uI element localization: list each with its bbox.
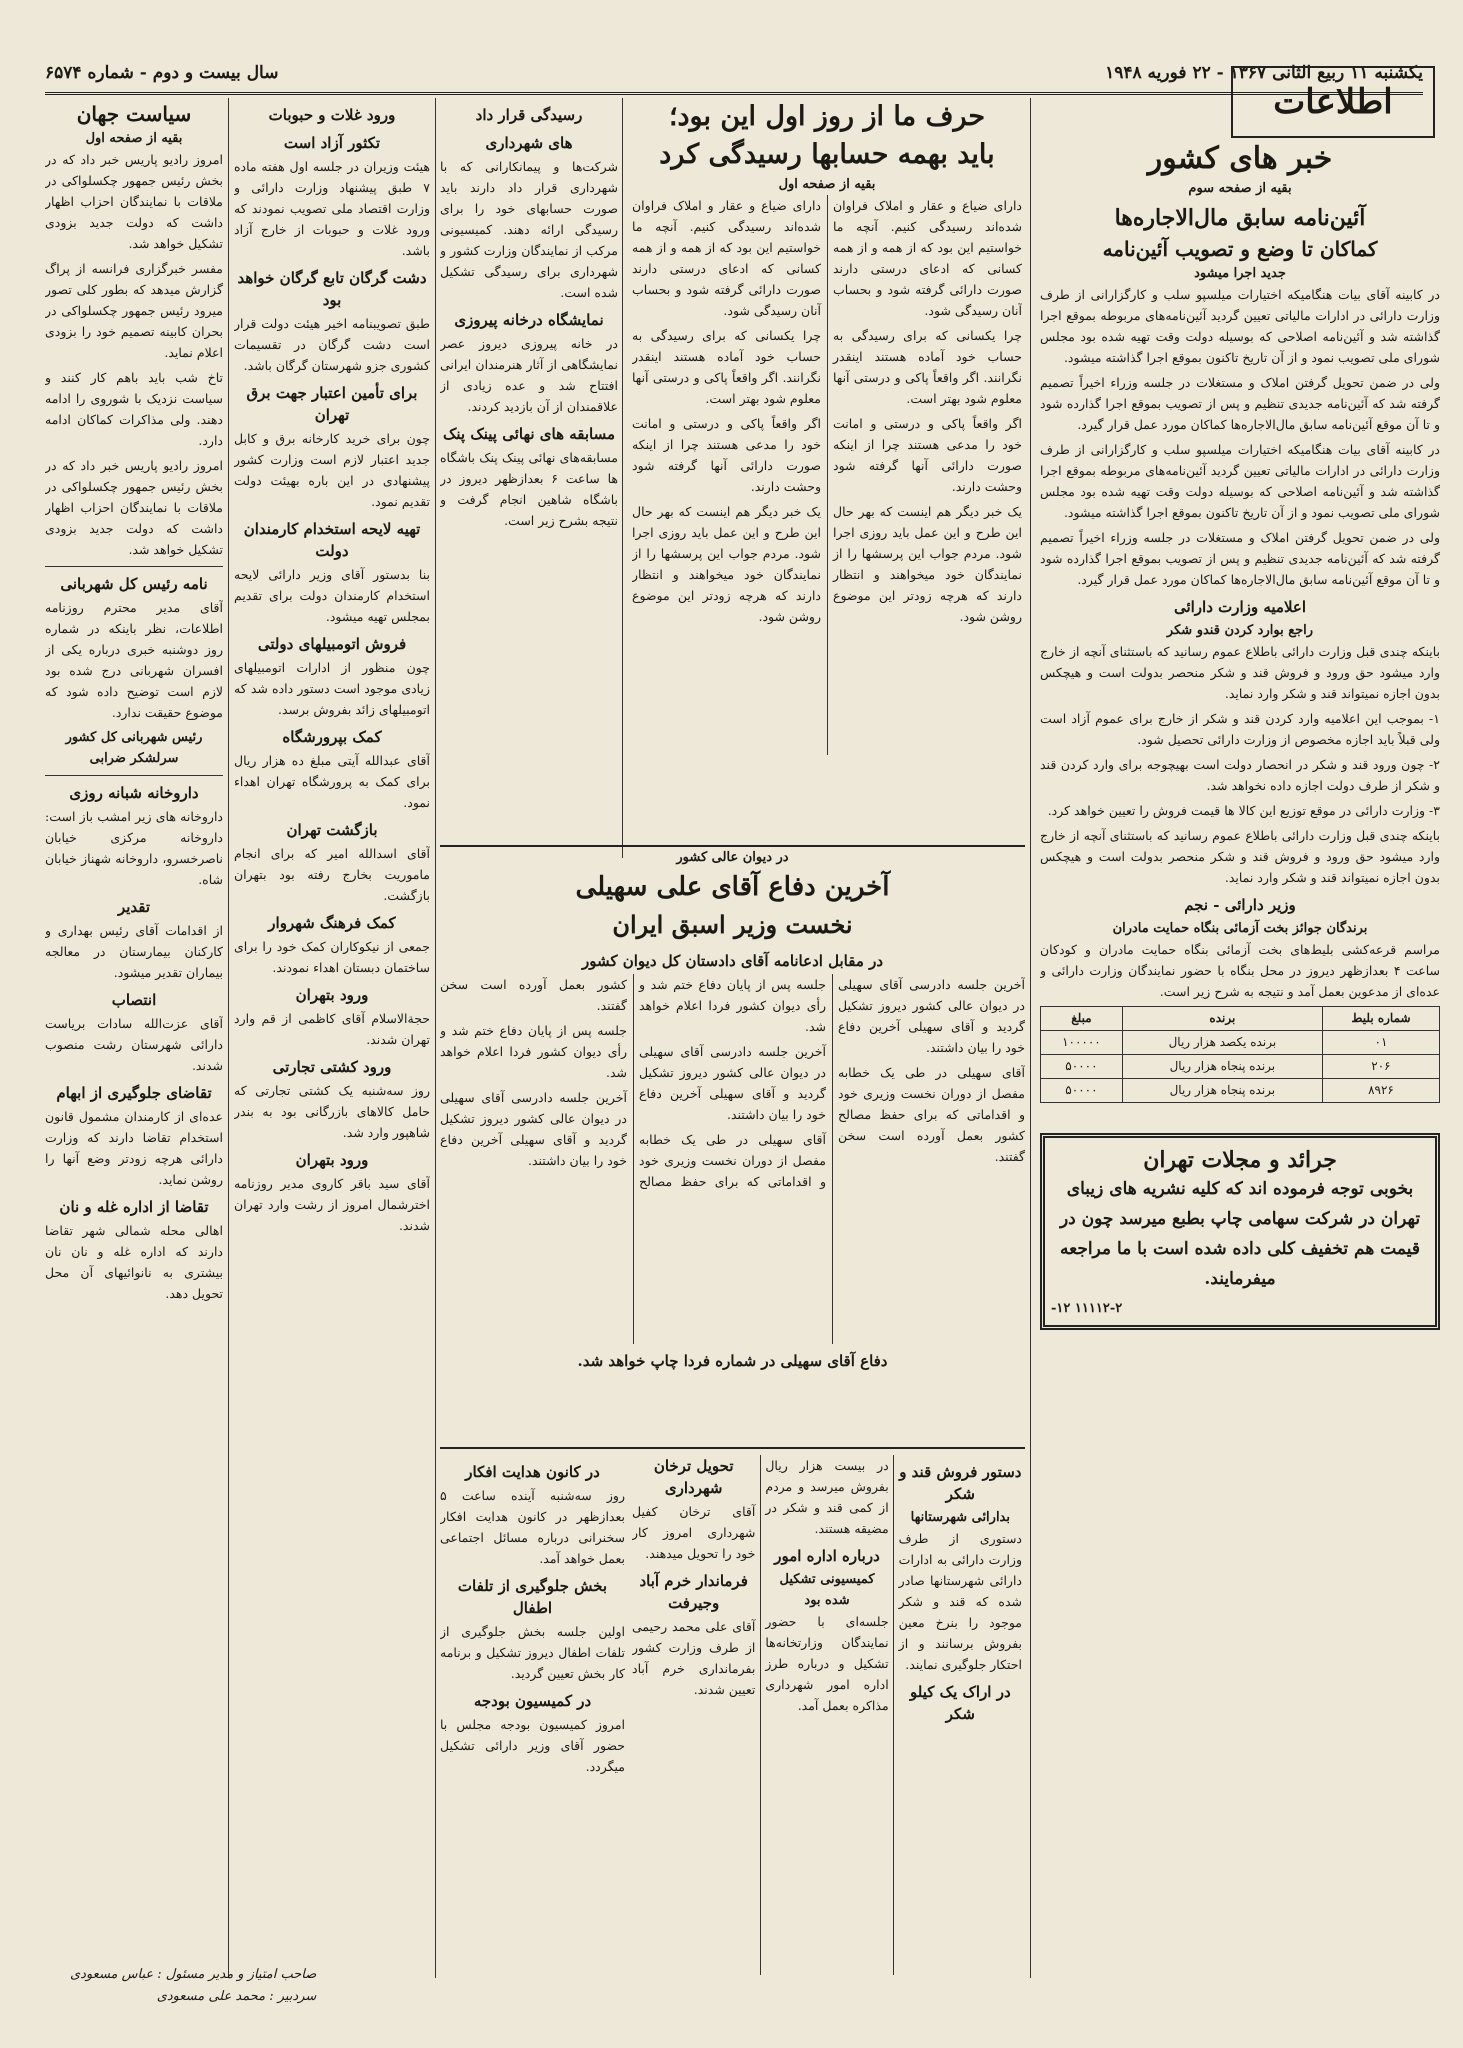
lottery-table	[1040, 1006, 1440, 1103]
news-heading: تکثور آزاد است	[283, 134, 381, 152]
news-heading: نامه رئیس کل شهربانی	[60, 575, 208, 593]
publisher-line: صاحب امتیاز و مدیر مسئول : عباس مسعودی	[70, 1967, 317, 1982]
middle-bottom-news	[632, 1455, 1022, 1975]
article-text: چرا یکسانی که برای رسیدگی به حساب خود آماده هستند اینقدر نگرانند. اگر واقعاً پاکی و درستی آنها معلوم شود بهتر است.	[833, 328, 1022, 406]
table-cell: ۸۹۲۶	[1322, 1079, 1439, 1103]
article-text: باینکه چندی قبل وزارت دارائی باطلاع عموم رسانید که باستثنای آنچه از خارج وارد میشود حق ورود و فروش قند و شکر منحصر بدولت است و هیچکس بدون اجازه نمیتواند قند و شکر وارد نماید.	[1040, 828, 1440, 885]
news-heading: های شهرداری	[485, 134, 573, 152]
article-text: داروخانه های زیر امشب باز است: داروخانه مرکزی خیابان ناصرخسرو، داروخانه شهناز خیابان شاه.	[45, 809, 223, 887]
article-text: جلسه‌ای با حضور نمایندگان وزارتخانه‌ها تشکیل و درباره طرز اداره امور شهرداری مذاکره بعمل آمد.	[765, 1614, 889, 1713]
article-text: بنا بدستور آقای وزیر دارائی لایحه استخدام کارمندان دولت برای تقدیم بمجلس تهیه میشود.	[234, 567, 430, 624]
article-text: اولین جلسه بخش جلوگیری از تلفات اطفال دیروز تشکیل و برنامه کار بخش تعیین گردید.	[440, 1624, 625, 1681]
article-text: امروز رادیو پاریس خبر داد که در بخش رئیس جمهور چکسلواکی در ملاقات با نمایندگان احزاب اظهار داشت که دولت جدید بزودی تشکیل خواهد شد.	[45, 152, 223, 251]
article-text: مراسم قرعه‌کشی بلیط‌های بخت آزمائی بنگاه حمایت مادران و کودکان ساعت ۴ بعدازظهر دیروز در محل بنگاه با حضور نمایندگان وزارت دارائی و عده‌ای از مدعوین بعمل آمد و نتیجه به شرح زیر است.	[1040, 942, 1440, 999]
article-text: روز سه‌شنبه آینده ساعت ۵ بعدازظهر در کانون هدایت افکار سخنرانی درباره مسائل اجتماعی بعمل خواهد آمد.	[440, 1488, 625, 1566]
news-heading: ورود بتهران	[295, 1151, 369, 1169]
advertisement-box	[1040, 1133, 1440, 1330]
article-text: حجة‌الاسلام آقای کاظمی از قم وارد تهران شدند.	[234, 1011, 430, 1047]
article-text: جمعی از نیکوکاران کمک خود را برای ساختمان دبستان اهداء نمودند.	[234, 939, 430, 975]
lead-article-body	[632, 195, 1022, 755]
news-heading: درباره اداره امور	[774, 1547, 880, 1565]
headline-2: کماکان تا وضع و تصویب آئین‌نامه	[1102, 237, 1378, 261]
article-text: اهالی محله شمالی شهر تقاضا دارند که اداره غله و نان نان بیشتری به نانوائیهای آن محل تحویل دهد.	[45, 1223, 223, 1301]
column-rule	[622, 98, 623, 858]
suhaili-story	[440, 845, 1025, 1449]
article-text: ۱- بموجب این اعلامیه وارد کردن قند و شکر از خارج برای عموم آزاد است ولی قبلاً باید اجازه مخصوص از وزارت دارائی تحصیل شود.	[1040, 711, 1440, 747]
table-cell: ۰۱	[1322, 1031, 1439, 1055]
article-text: امروز رادیو پاریس خبر داد که در بخش رئیس جمهور چکسلواکی در ملاقات با نمایندگان احزاب اظهار داشت که دولت جدید بزودی تشکیل خواهد شد.	[45, 458, 223, 557]
news-heading: بخش جلوگیری از تلفات اطفال	[457, 1577, 608, 1617]
article-text: جلسه پس از پایان دفاع ختم شد و رأی دیوان کشور فردا اعلام خواهد شد.	[639, 977, 826, 1034]
column-rule	[228, 98, 229, 1978]
ad-code: ۱۱۱۱۲-۲ ۱۲-	[1051, 1301, 1123, 1316]
article-text: دستوری از طرف وزارت دارائی به ادارات دارائی شهرستانها صادر شده که قند و شکر موجود را بنرخ معین بفروش برسانند و از احتکار جلوگیری نمایند.	[898, 1531, 1022, 1672]
right-column	[1040, 140, 1440, 1980]
article-text: در کابینه آقای بیات هنگامیکه اختیارات میلسپو سلب و کارگزارانی از طرف وزارت دارائی در ادارات مالیاتی تعیین گردید آئین‌نامه‌های مربوطه بموقع اجرا گذاشته شد و آئین‌نامه اصلاحی که بوسیله دولت وقت تهیه شده بود مجلس شورای ملی تصویب نمود و از آن تاریخ تاکنون بموقع اجرا گذاشته میشود.	[1040, 442, 1440, 520]
table-header: مبلغ	[1041, 1007, 1123, 1031]
article-text: در کابینه آقای بیات هنگامیکه اختیارات میلسپو سلب و کارگزارانی از طرف وزارت دارائی در ادارات مالیاتی تعیین گردید آئین‌نامه‌های مربوطه بموقع اجرا گذاشته شد و آئین‌نامه اصلاحی که بوسیله دولت وقت تهیه شده بود مجلس شورای ملی تصویب نمود و از آن تاریخ تاکنون بموقع اجرا گذاشته میشود.	[1040, 287, 1440, 365]
article-text: مفسر خبرگزاری فرانسه از پراگ گزارش میدهد که بطور کلی تصور میرود رئیس جمهور چکسلواکی در بحران کابینه تصمیم خود را بزودی اعلام نماید.	[45, 261, 223, 360]
issue-number: سال بیست و دوم - شماره ۶۵۷۴	[45, 63, 279, 83]
headline: آئین‌نامه سابق مال‌الاجاره‌ها	[1114, 205, 1366, 231]
divider	[45, 566, 223, 567]
news-heading: داروخانه شبانه روزی	[69, 784, 199, 802]
article-text: ۳- وزارت دارائی در موقع توزیع این کالا ها قیمت فروش را تعیین خواهد کرد.	[1047, 803, 1440, 818]
article-text: شرکت‌ها و پیمانکارانی که با شهرداری قرار داد دارند باید صورت حسابهای خود را برای رسیدگی ارائه دهند. کمیسیونی مرکب از نمایندگان وزارت کشور و شهرداری برای رسیدگی تشکیل شده است.	[440, 159, 618, 300]
section-subheading: برندگان جوائز بخت آزمائی بنگاه حمایت مادران	[1112, 921, 1368, 936]
article-text: چرا یکسانی که برای رسیدگی به حساب خود آماده هستند اینقدر نگرانند. اگر واقعاً پاکی و درستی آنها معلوم شود بهتر است.	[632, 328, 821, 406]
news-heading: ورود کشتی تجارتی	[272, 1058, 392, 1076]
news-heading: نمایشگاه درخانه پیروزی	[454, 311, 604, 329]
news-heading: فروش اتومبیلهای دولتی	[257, 635, 407, 653]
article-text: آخرین جلسه دادرسی آقای سهیلی در دیوان عالی کشور دیروز تشکیل گردید و آقای سهیلی آخرین دفاع خود را بیان داشتند.	[838, 977, 1025, 1055]
section-heading: وزیر دارائی - نجم	[1184, 896, 1296, 914]
article-text: تاخ شب باید باهم کار کنند و سیاست نزدیک با شوروی را ادامه دهند. ولی مذاکرات کماکان ادامه دارد.	[45, 370, 223, 448]
article-text: عده‌ای از کارمندان مشمول قانون استخدام تقاضا دارند که وزارت دارائی هرچه زودتر وضع آنها را روشن نماید.	[45, 1109, 223, 1187]
lead-subtitle: بقیه از صفحه اول	[778, 177, 876, 192]
letter-signature: رئیس شهربانی کل کشور	[65, 730, 203, 745]
lead-headline-2: باید بهمه حسابها رسیدگی کرد	[659, 139, 995, 170]
section-subtitle: بقیه از صفحه اول	[85, 131, 183, 146]
table-row	[1041, 1031, 1440, 1055]
news-heading: کمک فرهنگ شهروار	[268, 914, 396, 932]
article-text: آقای ترخان کفیل شهرداری امروز کار خود را تحویل میدهند.	[632, 1504, 756, 1561]
article-text: آقای مدیر محترم روزنامه اطلاعات، نظر باینکه در شماره روز دوشنبه خبری درباره یکی از افسران شهربانی درج شده بود لازم است توضیح داده شود که موضوع حقیقت ندارد.	[45, 600, 223, 720]
article-text: آقای عزت‌الله سادات بریاست دارائی شهرستان رشت منصوب شدند.	[45, 1016, 223, 1073]
news-heading: بازگشت تهران	[286, 821, 378, 839]
article-text: آقای سهیلی در طی یک خطابه مفصل از دوران نخست وزیری خود و اقداماتی که برای حفظ مصالح کشور بعمل آورده است سخن گفتند.	[440, 977, 826, 1189]
article-text: در بیست هزار ریال بفروش میرسد و مردم از کمی قند و شکر در مضیقه هستند.	[765, 1458, 889, 1536]
article-text: از اقدامات آقای رئیس بهداری و کارکنان بیمارستان در معالجه بیماران تقدیر میشود.	[45, 923, 223, 980]
table-row	[1041, 1079, 1440, 1103]
news-heading: تحویل ترخان شهرداری	[653, 1457, 734, 1497]
table-cell: برنده یکصد هزار ریال	[1122, 1031, 1322, 1055]
article-text: در خانه پیروزی دیروز عصر نمایشگاهی از آثار هنرمندان ایرانی افتتاح شد و عده زیادی از علاقمندان از آن بازدید کردند.	[440, 336, 618, 414]
section-title: سیاست جهان	[76, 102, 192, 126]
article-text: اگر واقعاً پاکی و درستی و امانت خود را مدعی هستند چرا از اینکه صورت دارائی آنها گرفته شود وحشت دارند.	[632, 416, 821, 494]
news-subheading: کمیسیونی تشکیل شده بود	[779, 1572, 875, 1608]
masthead: اطلاعات	[1231, 66, 1435, 138]
news-heading: کمک بپرورشگاه	[282, 728, 382, 746]
news-heading: مسابقه های نهائی پینک پنک	[442, 425, 616, 443]
story-kicker: در دیوان عالی کشور	[676, 850, 789, 865]
table-header: شماره بلیط	[1322, 1007, 1439, 1031]
article-text: دارای ضیاع و عقار و املاک فراوان شده‌اند رسیدگی کنیم. آنچه ما خواستیم این بود که از همه و از همه کسانی که ادعای درستی دارند صورت دارائی گرفته شود و بحساب آنان رسیدگی شود.	[632, 198, 821, 318]
article-text: دارای ضیاع و عقار و املاک فراوان شده‌اند رسیدگی کنیم. آنچه ما خواستیم این بود که از همه و از همه کسانی که ادعای درستی دارند صورت دارائی گرفته شود و بحساب آنان رسیدگی شود.	[833, 198, 1022, 318]
column-rule	[1030, 98, 1031, 1978]
news-heading: تقاضا از اداره غله و نان	[59, 1198, 209, 1216]
column-rule	[435, 98, 436, 1978]
letter-signer: سرلشکر ضرابی	[89, 751, 179, 766]
article-text: جلسه پس از پایان دفاع ختم شد و رأی دیوان کشور فردا اعلام خواهد شد.	[440, 1023, 627, 1080]
page-header	[45, 58, 1423, 95]
section-subtitle: بقیه از صفحه سوم	[1188, 181, 1292, 196]
story-body	[440, 974, 1025, 1344]
article-text: ولی در ضمن تحویل گرفتن املاک و مستغلات در جلسه وزراء اخیراً تصمیم گرفته شد که آئین‌نامه جدیدی تنظیم و پس از تصویب بموقع اجرا گذارده شود و تا آن موقع آئین‌نامه سابق مال‌الاجاره‌ها کماکان مورد عمل قرار گیرد.	[1040, 530, 1440, 587]
table-cell: ۵۰۰۰۰	[1041, 1079, 1123, 1103]
headline-3: جدید اجرا میشود	[1194, 266, 1286, 281]
table-cell: ۵۰۰۰۰	[1041, 1055, 1123, 1079]
news-heading: فرماندار خرم آباد وجیرفت	[639, 1572, 748, 1612]
table-cell: برنده پنجاه هزار ریال	[1122, 1079, 1322, 1103]
news-heading: در اراک یک کیلو شکر	[910, 1683, 1011, 1723]
left-column	[45, 98, 223, 1858]
article-text: یک خبر دیگر هم اینست که بهر حال این طرح و این عمل باید روزی اجرا شود. مردم جواب این پرسشها را از نمایندگان خود میخواهند و انتظار دارند که هرچه زودتر این موضوع روشن شود.	[632, 504, 821, 624]
news-heading: ورود غلات و حبوبات	[268, 106, 396, 124]
section-heading: اعلامیه وزارت دارائی	[1173, 598, 1307, 616]
news-heading: تقاضای جلوگیری از ابهام	[56, 1084, 212, 1102]
table-header: برنده	[1122, 1007, 1322, 1031]
news-heading: تقدیر	[117, 898, 151, 916]
publisher-footer	[70, 1964, 316, 2008]
story-footer: دفاع آقای سهیلی در شماره فردا چاپ خواهد شد.	[577, 1352, 888, 1370]
news-heading: ورود بتهران	[295, 986, 369, 1004]
column-two	[440, 98, 618, 838]
news-heading: انتصاب	[111, 991, 157, 1009]
issue-date: یکشنبه ۱۱ ربیع الثانی ۱۳۶۷ - ۲۲ فوریه ۱۹۴۸	[1105, 63, 1423, 83]
story-title-2: نخست وزیر اسبق ایران	[612, 910, 853, 939]
story-subtitle: در مقابل ادعانامه آقای دادستان کل دیوان کشور	[581, 952, 884, 970]
article-text: طبق تصویبنامه اخیر هیئت دولت قرار است دشت گرگان در تقسیمات کشوری جزو شهرستان گرگان باشد.	[234, 316, 430, 373]
news-heading: برای تأمین اعتبار جهت برق تهران	[246, 384, 418, 424]
article-text: هیئت وزیران در جلسه اول هفته ماده ۷ طبق پیشنهاد وزارت دارائی و وزارت اقتصاد ملی تصویب نمودند که ورود غلات و حبوبات از خارج آزاد باشد.	[234, 159, 430, 258]
article-text: اگر واقعاً پاکی و درستی و امانت خود را مدعی هستند چرا از اینکه صورت دارائی آنها گرفته شود وحشت دارند.	[833, 416, 1022, 494]
column-three	[234, 98, 430, 1978]
table-cell: ۱۰۰۰۰۰	[1041, 1031, 1123, 1055]
table-cell: برنده پنجاه هزار ریال	[1122, 1055, 1322, 1079]
column-two-bottom	[440, 1455, 625, 1975]
article-text: آخرین جلسه دادرسی آقای سهیلی در دیوان عالی کشور دیروز تشکیل گردید و آقای سهیلی آخرین دفاع خود را بیان داشتند.	[639, 1044, 826, 1122]
article-text: ولی در ضمن تحویل گرفتن املاک و مستغلات در جلسه وزراء اخیراً تصمیم گرفته شد که آئین‌نامه جدیدی تنظیم و پس از تصویب بموقع اجرا گذارده شود و تا آن موقع آئین‌نامه سابق مال‌الاجاره‌ها کماکان مورد عمل قرار گیرد.	[1040, 375, 1440, 432]
section-title: خبر های کشور	[1147, 141, 1333, 176]
article-text: باینکه چندی قبل وزارت دارائی باطلاع عموم رسانید که باستثنای آنچه از خارج وارد میشود حق ورود و فروش قند و شکر منحصر بدولت است و هیچکس بدون اجازه نمیتواند قند و شکر وارد نماید.	[1040, 644, 1440, 701]
news-subheading: بدارائی شهرستانها	[910, 1510, 1010, 1525]
news-heading: دستور فروش قند و شکر	[899, 1463, 1022, 1503]
news-heading: در کمیسیون بودجه	[473, 1692, 592, 1710]
news-heading: تهیه لایحه استخدام کارمندان دولت	[243, 520, 421, 560]
article-text: آقای سهیلی در طی یک خطابه مفصل از دوران نخست وزیری خود و اقداماتی که برای حفظ مصالح کشور بعمل آورده است سخن گفتند.	[838, 1065, 1025, 1164]
section-subheading: راجع بوارد کردن قندو شکر	[1166, 623, 1314, 638]
lead-headline: حرف ما از روز اول این بود؛	[668, 101, 986, 132]
article-text: آقای اسدالله امیر که برای انجام ماموریت بخارج رفته بود بتهران بازگشت.	[234, 846, 430, 903]
article-text: چون برای خرید کارخانه برق و کابل جدید اعتبار لازم است وزارت کشور پیشنهادی در این باره بهیئت دولت تقدیم نمود.	[234, 431, 430, 509]
article-text: امروز کمیسیون بودجه مجلس با حضور آقای وزیر دارائی تشکیل میگردد.	[440, 1717, 625, 1774]
article-text: آقای سید باقر کاروی مدیر روزنامه اخترشمال امروز از رشت وارد تهران شدند.	[234, 1176, 430, 1233]
news-heading: دشت گرگان تابع گرگان خواهد بود	[237, 269, 427, 309]
editor-line: سردبیر : محمد علی مسعودی	[156, 1989, 317, 2004]
article-text: آقای علی محمد رحیمی از طرف وزارت کشور بفرمانداری خرم آباد تعیین شدند.	[632, 1619, 756, 1697]
table-cell: ۲۰۶	[1322, 1055, 1439, 1079]
news-heading: در کانون هدایت افکار	[465, 1463, 600, 1481]
article-text: ۲- چون ورود قند و شکر در انحصار دولت است بهیچوجه برای وارد کردن قند و شکر از طرف دولت اجازه داده نخواهد شد.	[1040, 757, 1440, 793]
article-text: چون منظور از ادارات اتومبیلهای زیادی موجود است دستور داده شد که اتومبیلهای زائد بفروش برسد.	[234, 660, 430, 717]
article-text: آخرین جلسه دادرسی آقای سهیلی در دیوان عالی کشور دیروز تشکیل گردید و آقای سهیلی آخرین دفاع خود را بیان داشتند.	[440, 1090, 627, 1168]
divider	[45, 775, 223, 776]
news-heading: رسیدگی قرار داد	[475, 106, 583, 124]
article-text: یک خبر دیگر هم اینست که بهر حال این طرح و این عمل باید روزی اجرا شود. مردم جواب این پرسشها را از نمایندگان خود میخواهند و انتظار دارند که هرچه زودتر این موضوع روشن شود.	[833, 504, 1022, 624]
table-row	[1041, 1055, 1440, 1079]
story-title: آخرین دفاع آقای علی سهیلی	[575, 872, 890, 902]
article-text: مسابقه‌های نهائی پینک پنک باشگاه ها ساعت ۶ بعدازظهر دیروز در باشگاه شاهین انجام گرفت و نتیجه بشرح زیر است.	[440, 450, 618, 528]
ad-text: بخوبی توجه فرموده اند که کلیه نشریه های زیبای تهران در شرکت سهامی چاپ بطبع میرسد چون در قیمت هم تخفیف کلی داده شده است با ما مراجعه میفرمایند.	[1059, 1179, 1421, 1289]
ad-title: جرائد و مجلات تهران	[1143, 1147, 1337, 1173]
article-text: آقای عبدالله آیتی مبلغ ده هزار ریال برای کمک به پرورشگاه تهران اهداء نمود.	[234, 753, 430, 810]
article-text: روز سه‌شنبه یک کشتی تجارتی که حامل کالاهای بازرگانی بود به بندر شاهپور وارد شد.	[234, 1083, 430, 1140]
